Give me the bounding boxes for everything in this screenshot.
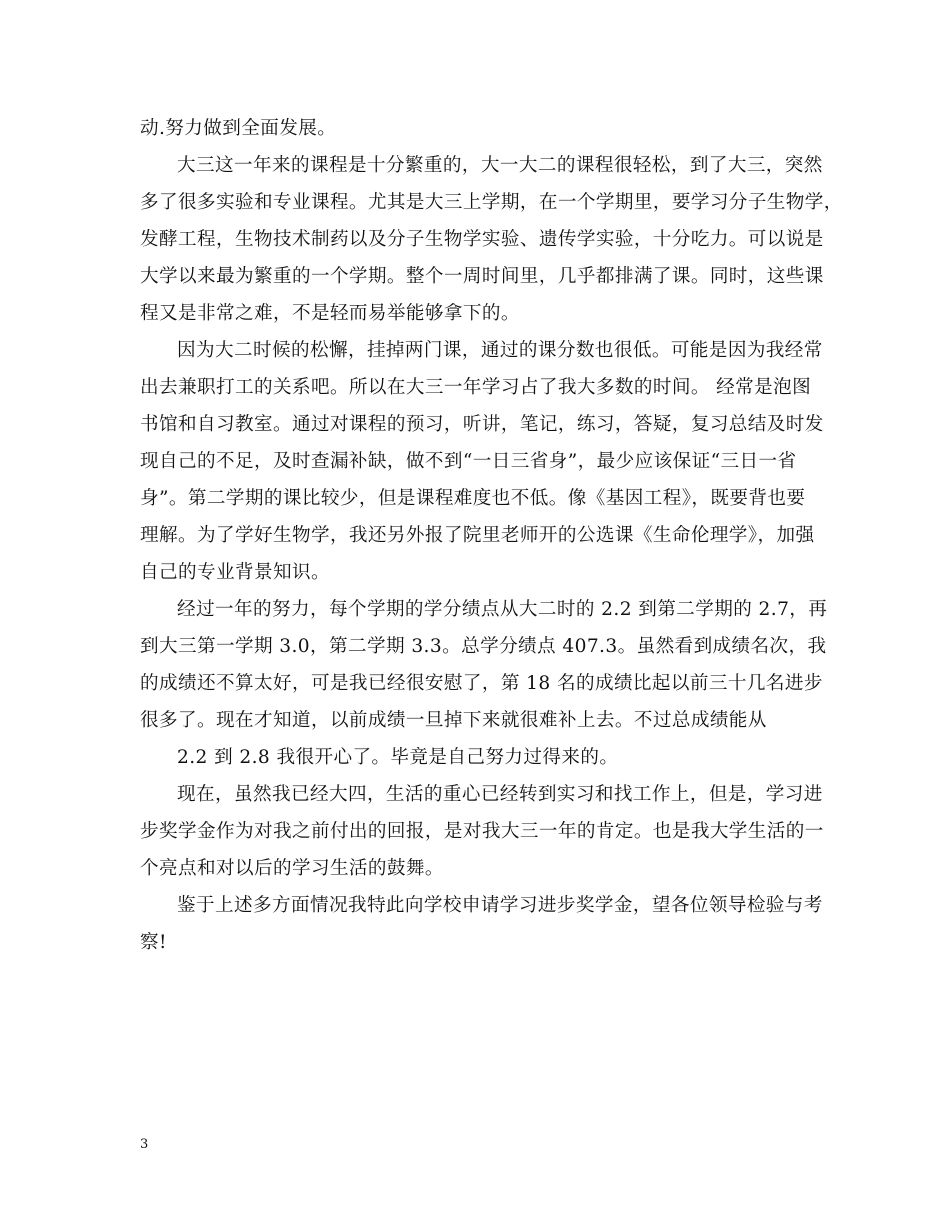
text-line: 程又是非常之难，不是轻而易举能够拿下的。 [140, 303, 520, 324]
text-line: 察! [140, 932, 167, 953]
text-line: 大三这一年来的课程是十分繁重的，大一大二的课程很轻松，到了大三，突然 [177, 155, 823, 176]
text-line: 现在，虽然我已经大四，生活的重心已经转到实习和找工作上，但是，学习进 [177, 784, 823, 805]
text-line: 多了很多实验和专业课程。尤其是大三上学期，在一个学期里，要学习分子生物学， [140, 192, 843, 213]
text-line: 出去兼职打工的关系吧。所以在大三一年学习占了我大多数的时间。 经常是泡图 [140, 377, 812, 398]
text-line: 鉴于上述多方面情况我特此向学校申请学习进步奖学金，望各位领导检验与考 [177, 895, 823, 916]
text-line: 的成绩还不算太好，可是我已经很安慰了，第 18 名的成绩比起以前三十几名进步 [140, 673, 823, 694]
text-line: 动.努力做到全面发展。 [140, 118, 337, 139]
text-line: 发酵工程，生物技术制药以及分子生物学实验、遗传学实验，十分吃力。可以说是 [140, 229, 824, 250]
text-line: 因为大二时候的松懈，挂掉两门课，通过的课分数也很低。可能是因为我经常 [177, 340, 823, 361]
text-line: 个亮点和对以后的学习生活的鼓舞。 [140, 858, 444, 879]
text-line: 自己的专业背景知识。 [140, 562, 330, 583]
text-line: 2.2 到 2.8 我很开心了。毕竟是自己努力过得来的。 [177, 747, 619, 768]
text-line: 经过一年的努力，每个学期的学分绩点从大二时的 2.2 到第二学期的 2.7，再 [177, 599, 828, 620]
text-line: 现自己的不足，及时查漏补缺，做不到“一日三省身”，最少应该保证“三日一省 [140, 451, 797, 472]
text-line: 大学以来最为繁重的一个学期。整个一周时间里，几乎都排满了课。同时，这些课 [140, 266, 824, 287]
text-line: 很多了。现在才知道，以前成绩一旦掉下来就很难补上去。不过总成绩能从 [140, 710, 767, 731]
text-line: 步奖学金作为对我之前付出的回报，是对我大三一年的肯定。也是我大学生活的一 [140, 821, 824, 842]
text-line: 到大三第一学期 3.0，第二学期 3.3。总学分绩点 407.3。虽然看到成绩名次，我 [140, 636, 827, 657]
text-line: 理解。为了学好生物学，我还另外报了院里老师开的公选课《生命伦理学》，加强 [140, 525, 815, 546]
text-line: 书馆和自习教室。通过对课程的预习，听讲，笔记，练习，答疑，复习总结及时发 [140, 414, 824, 435]
text-line: 身”。第二学期的课比较少，但是课程难度也不低。像《基因工程》，既要背也要 [140, 488, 806, 509]
page-number: 3 [140, 1137, 149, 1152]
